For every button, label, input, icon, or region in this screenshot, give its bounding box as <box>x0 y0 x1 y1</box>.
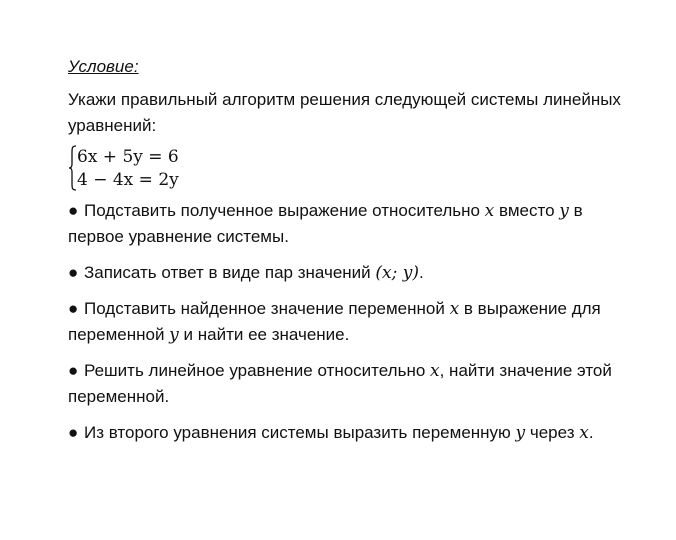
bullet-icon: ● <box>68 423 79 442</box>
answer-option: ● Подставить найденное значение переменной x в выражение для переменной y и найти ее значение. <box>68 296 638 348</box>
math-variable: x <box>484 201 495 221</box>
bullet-icon: ● <box>68 299 79 318</box>
answer-option: ● Из второго уравнения системы выразить переменную y через x. <box>68 420 638 446</box>
math-variable: y <box>169 325 179 345</box>
system-brace-icon <box>68 145 77 191</box>
answer-option: ● Записать ответ в виде пар значений (x; y). <box>68 260 638 286</box>
condition-heading: Условие: <box>68 57 139 76</box>
math-variable: x <box>449 299 460 319</box>
equation-2: 4 − 4x = 2y <box>77 170 179 190</box>
math-variable: y <box>559 201 569 221</box>
task-content <box>68 56 638 456</box>
equation-1: 6x + 5y = 6 <box>77 147 179 167</box>
question-text: Укажи правильный алгоритм решения следующей системы линейных уравнений: <box>68 90 621 135</box>
answer-option: ● Решить линейное уравнение относительно x, найти значение этой переменной. <box>68 358 638 410</box>
bullet-icon: ● <box>68 263 79 282</box>
math-variable: x <box>579 423 589 443</box>
math-variable: y <box>515 423 526 443</box>
bullet-icon: ● <box>68 361 79 380</box>
math-variable: x <box>430 361 440 381</box>
bullet-icon: ● <box>68 201 79 220</box>
answer-option: ● Подставить полученное выражение относительно x вместо y в первое уравнение системы. <box>68 198 638 250</box>
equation-system <box>68 146 638 192</box>
math-pair: (x; y) <box>375 263 419 283</box>
